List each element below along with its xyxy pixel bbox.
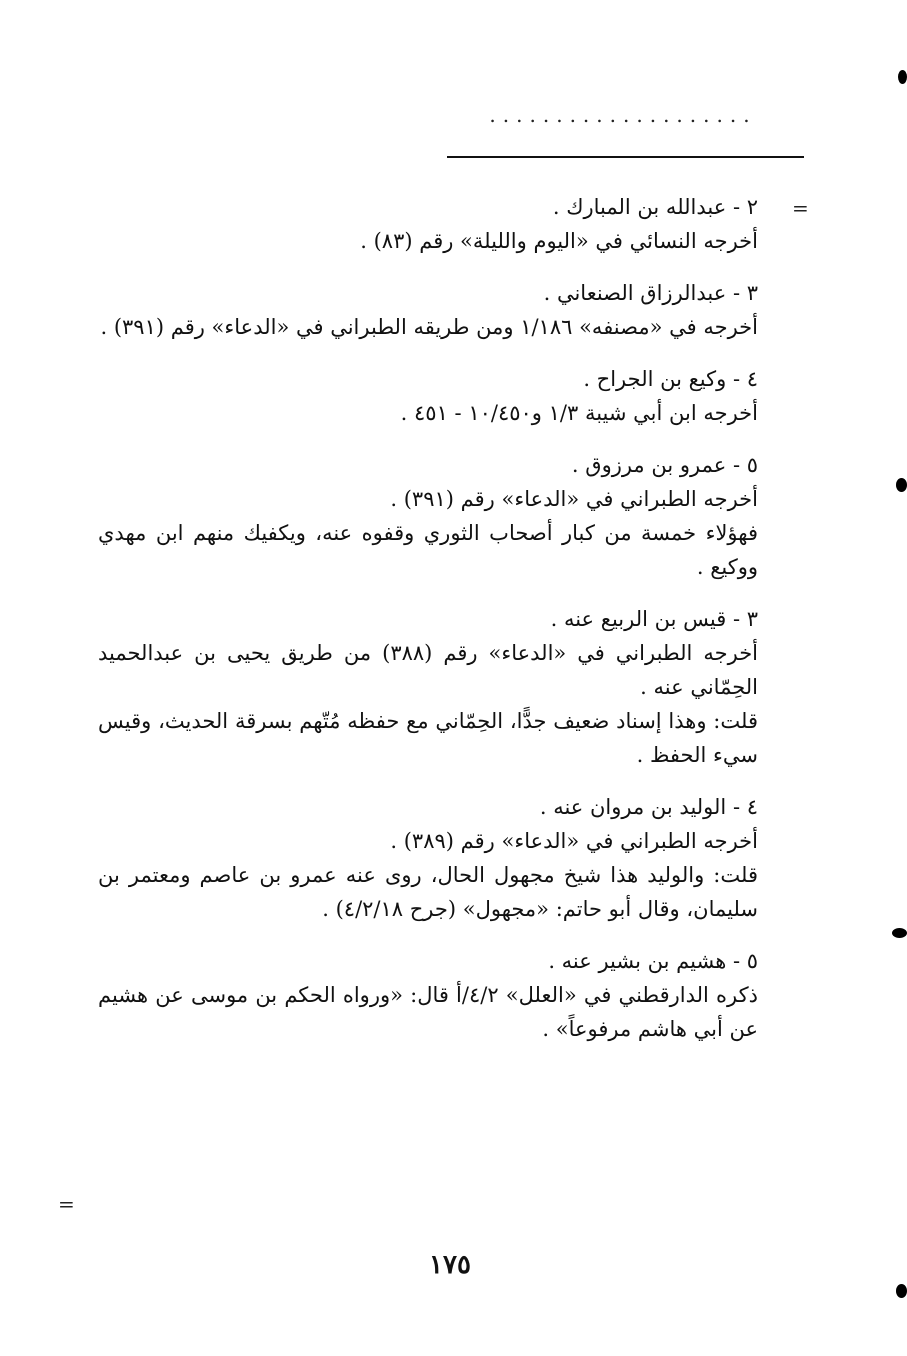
entry-title: ٤ - الوليد بن مروان عنه . — [539, 795, 758, 819]
entry-line: قلت: والوليد هذا شيخ مجهول الحال، روى عنه عمرو بن عاصم ومعتمر بن سليمان، وقال أبو حاتم: «مجهول» (جرح ٤/٢/١٨) . — [98, 863, 758, 921]
entry-title: ٢ - عبدالله بن المبارك . — [552, 195, 758, 219]
page-body — [98, 190, 758, 1064]
entry-2 — [98, 276, 758, 344]
margin-mark-bottom: = — [58, 1192, 75, 1216]
scan-edge-mark — [892, 928, 907, 938]
entry-7 — [98, 944, 758, 1046]
entry-line: فهؤلاء خمسة من كبار أصحاب الثوري وقفوه عنه، ويكفيك منهم ابن مهدي ووكيع . — [98, 521, 758, 579]
entry-line: أخرجه ابن أبي شيبة ١/٣ و١٠/٤٥٠ - ٤٥١ . — [400, 401, 758, 425]
scan-edge-mark — [898, 70, 907, 84]
entry-line: ذكره الدارقطني في «العلل» ٤/٢/أ قال: «ورواه الحكم بن موسى عن هشيم عن أبي هاشم مرفوعاً» . — [98, 983, 758, 1041]
entry-line: أخرجه الطبراني في «الدعاء» رقم (٣٨٨) من طريق يحيى بن عبدالحميد الحِمّاني عنه . — [98, 641, 759, 699]
entry-line: أخرجه الطبراني في «الدعاء» رقم (٣٩١) . — [390, 487, 758, 511]
entry-title: ٥ - عمرو بن مرزوق . — [571, 453, 758, 477]
entry-line: أخرجه النسائي في «اليوم والليلة» رقم (٨٣) . — [360, 229, 758, 253]
entry-3 — [98, 362, 758, 430]
entry-line: قلت: وهذا إسناد ضعيف جدًّا، الحِمّاني مع حفظه مُتّهم بسرقة الحديث، وقيس سيء الحفظ . — [98, 709, 758, 767]
scan-edge-mark — [896, 1284, 907, 1298]
entry-6 — [98, 790, 758, 926]
entry-line: أخرجه الطبراني في «الدعاء» رقم (٣٨٩) . — [390, 829, 758, 853]
separator-dots: .................... — [489, 103, 757, 127]
entry-title: ٣ - عبدالرزاق الصنعاني . — [543, 281, 758, 305]
entry-line: أخرجه في «مصنفه» ١/١٨٦ ومن طريقه الطبراني في «الدعاء» رقم (٣٩١) . — [100, 315, 758, 339]
page-number: ١٧٥ — [429, 1250, 471, 1280]
entry-title: ٤ - وكيع بن الجراح . — [583, 367, 758, 391]
entry-title: ٥ - هشيم بن بشير عنه . — [548, 949, 758, 973]
entry-4 — [98, 448, 758, 584]
scan-edge-mark — [896, 478, 907, 492]
footnote-rule — [447, 156, 804, 158]
margin-mark-top: = — [792, 196, 809, 220]
entry-1 — [98, 190, 758, 258]
entry-title: ٣ - قيس بن الربيع عنه . — [550, 607, 758, 631]
entry-5 — [98, 602, 758, 772]
